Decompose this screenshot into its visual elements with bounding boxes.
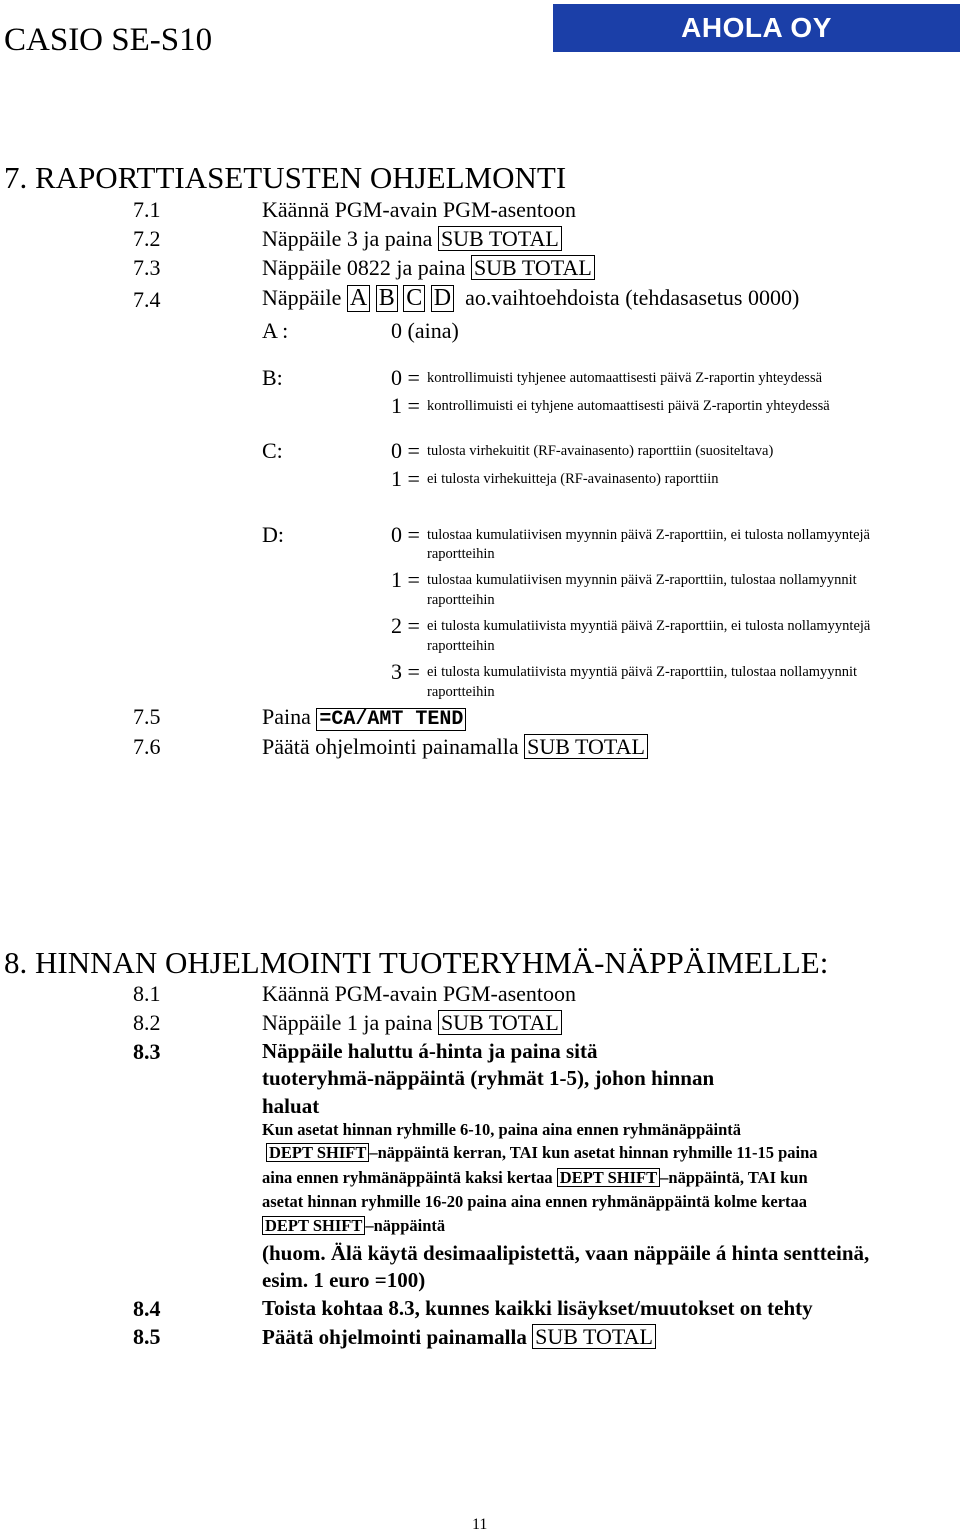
step-8-3-number: 8.3 [133,1039,161,1064]
ca-amt-tend-key: =CA/AMT TEND [316,708,466,731]
logo-text: AHOLA OY [681,12,832,43]
sub-total-key: SUB TOTAL [532,1324,656,1349]
step-8-3-note-4: asetat hinnan ryhmille 16-20 paina aina ennen ryhmänäppäintä kolme kertaa [262,1192,808,1211]
step-7-5-number: 7.5 [133,704,161,729]
option-b-1-text: kontrollimuisti ei tyhjene automaattisesti päivä Z-raportin yhteydessä [427,398,830,414]
step-8-1-number: 8.1 [133,981,161,1006]
step-8-3-remark-1: (huom. Älä käytä desimaalipistettä, vaan näppäile á hinta sentteinä, [262,1241,870,1265]
option-b-letter: B: [262,365,283,390]
option-a-value: 0 (aina) [391,318,459,343]
option-d-2-text: ei tulosta kumulatiivista myyntiä päivä Z-raporttiin, ei tulosta nollamyyntejä [427,618,871,634]
option-c-0-code: 0 = [391,438,420,463]
page-number: 11 [472,1516,488,1533]
step-8-4-text: Toista kohtaa 8.3, kunnes kaikki lisäykset/muutokset on tehty [262,1296,813,1320]
step-7-1-text: Käännä PGM-avain PGM-asentoon [262,197,577,222]
company-logo [553,4,960,52]
sub-total-key: SUB TOTAL [471,255,595,280]
step-7-2-number: 7.2 [133,226,161,251]
option-a-letter: A : [262,318,289,343]
dept-shift-key: DEPT SHIFT [266,1143,369,1162]
option-d-0-code: 0 = [391,522,420,547]
option-b-0-code: 0 = [391,365,420,390]
option-c-1-text: ei tulosta virhekuitteja (RF-avainasento) raporttiin [427,471,719,487]
option-d-letter: D: [262,522,284,547]
step-8-3-note-1: Kun asetat hinnan ryhmille 6-10, paina aina ennen ryhmänäppäintä [262,1120,742,1139]
sub-total-key: SUB TOTAL [524,734,648,759]
option-d-0-continuation: raportteihin [427,546,495,562]
step-8-5-number: 8.5 [133,1324,161,1349]
step-8-5-text: Päätä ohjelmointi painamalla SUB TOTAL [262,1324,656,1350]
step-8-3-line-2: tuoteryhmä-näppäintä (ryhmät 1-5), johon hinnan [262,1066,715,1090]
step-7-4-text: Näppäile A B C D ao.vaihtoehdoista (tehdasasetus 0000) [262,285,800,311]
step-8-3-line-1: Näppäile haluttu á-hinta ja paina sitä [262,1039,598,1063]
option-d-3-continuation: raportteihin [427,684,495,700]
step-8-3-remark-2: esim. 1 euro =100) [262,1268,426,1292]
sub-total-key: SUB TOTAL [438,226,562,251]
option-d-2-code: 2 = [391,613,420,638]
key-c: C [403,285,425,312]
step-7-6-text: Päätä ohjelmointi painamalla SUB TOTAL [262,734,648,760]
step-8-2-text: Näppäile 1 ja paina SUB TOTAL [262,1010,562,1036]
sub-total-key: SUB TOTAL [438,1010,562,1035]
step-7-5-text: Paina =CA/AMT TEND [262,704,466,731]
section-8-heading: 8. HINNAN OHJELMOINTI TUOTERYHMÄ-NÄPPÄIMELLE: [4,945,829,980]
step-7-3-text: Näppäile 0822 ja paina SUB TOTAL [262,255,595,281]
option-c-1-code: 1 = [391,466,420,491]
key-a: A [347,285,370,312]
step-8-3-note-3: aina ennen ryhmänäppäintä kaksi kertaa DEPT SHIFT –näppäintä, TAI kun [262,1168,808,1187]
option-c-0-text: tulosta virhekuitit (RF-avainasento) raporttiin (suositeltava) [427,443,774,459]
option-d-1-code: 1 = [391,567,420,592]
option-b-0-text: kontrollimuisti tyhjenee automaattisesti päivä Z-raportin yhteydessä [427,370,823,386]
option-d-0-text: tulostaa kumulatiivisen myynnin päivä Z-raporttiin, ei tulosta nollamyyntejä [427,527,870,543]
step-7-2-text: Näppäile 3 ja paina SUB TOTAL [262,226,562,252]
dept-shift-key: DEPT SHIFT [557,1168,660,1187]
step-8-1-text: Käännä PGM-avain PGM-asentoon [262,981,577,1006]
key-b: B [376,285,398,312]
step-8-3-note-5: DEPT SHIFT –näppäintä [262,1216,445,1236]
option-d-1-text: tulostaa kumulatiivisen myynnin päivä Z-raporttiin, tulostaa nollamyynnit [427,572,857,588]
step-7-1-number: 7.1 [133,197,161,222]
step-7-6-number: 7.6 [133,734,161,759]
step-8-3-note-2: DEPT SHIFT –näppäintä kerran, TAI kun asetat hinnan ryhmille 11-15 paina [266,1143,818,1163]
document-title: CASIO SE-S10 [4,22,213,58]
option-c-letter: C: [262,438,283,463]
key-d: D [431,285,454,312]
option-d-3-text: ei tulosta kumulatiivista myyntiä päivä Z-raporttiin, tulostaa nollamyynnit [427,664,858,680]
step-7-3-number: 7.3 [133,255,161,280]
step-8-2-number: 8.2 [133,1010,161,1035]
section-7-heading: 7. RAPORTTIASETUSTEN OHJELMONTI [4,160,567,195]
option-d-1-continuation: raportteihin [427,592,495,608]
step-8-3-line-3: haluat [262,1094,320,1118]
option-b-1-code: 1 = [391,393,420,418]
option-d-2-continuation: raportteihin [427,638,495,654]
option-d-3-code: 3 = [391,659,420,684]
step-7-4-number: 7.4 [133,287,161,312]
dept-shift-key: DEPT SHIFT [262,1216,365,1235]
step-8-4-number: 8.4 [133,1296,161,1321]
